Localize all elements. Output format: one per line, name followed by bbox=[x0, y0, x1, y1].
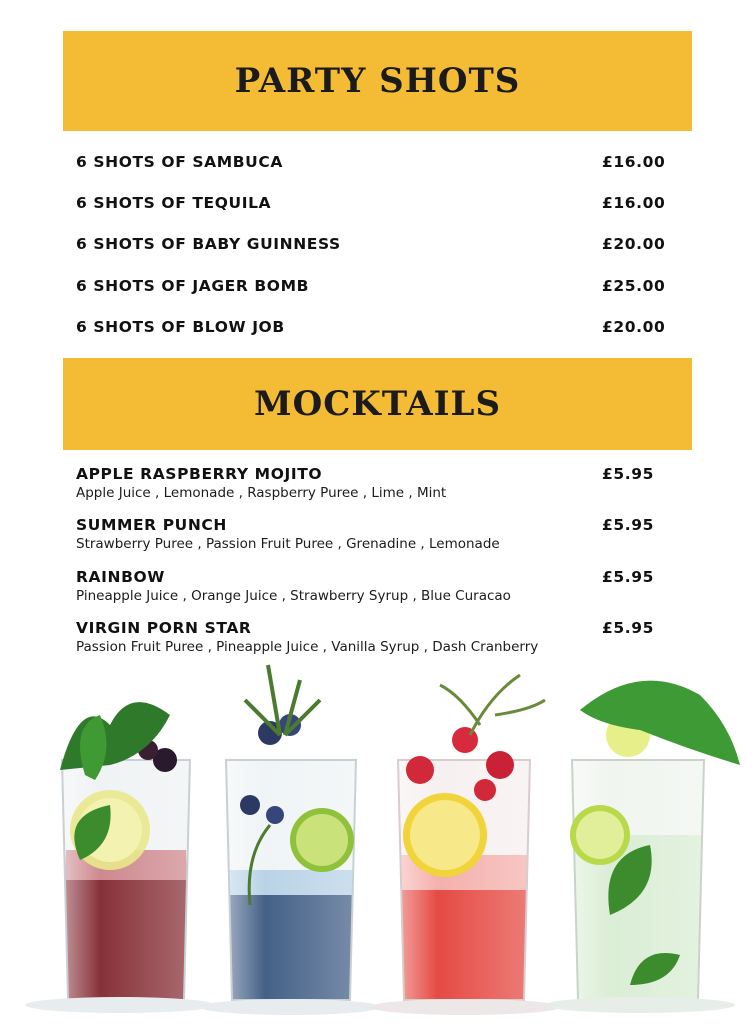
item-price: £20.00 bbox=[602, 235, 666, 253]
item-price: £16.00 bbox=[602, 153, 666, 171]
mocktails-banner bbox=[63, 358, 692, 450]
item-name: VIRGIN PORN STAR bbox=[76, 619, 252, 637]
glass-blueberry bbox=[226, 665, 356, 1000]
menu-item bbox=[76, 515, 676, 553]
item-name: 6 SHOTS OF SAMBUCA bbox=[76, 153, 283, 171]
item-description: Apple Juice , Lemonade , Raspberry Puree , Lime , Mint bbox=[76, 485, 447, 501]
menu-item bbox=[76, 618, 676, 656]
item-name: 6 SHOTS OF BABY GUINNESS bbox=[76, 235, 341, 253]
glass-raspberry-lemon bbox=[398, 675, 545, 1000]
menu-item bbox=[76, 567, 676, 605]
item-name: RAINBOW bbox=[76, 568, 165, 586]
mocktail-glasses-photo bbox=[0, 655, 755, 1024]
menu-item bbox=[76, 464, 676, 502]
item-name: APPLE RASPBERRY MOJITO bbox=[76, 465, 323, 483]
item-price: £16.00 bbox=[602, 194, 666, 212]
item-price: £20.00 bbox=[602, 318, 666, 336]
item-price: £5.95 bbox=[602, 568, 655, 586]
crushed-ice bbox=[25, 997, 735, 1015]
item-price: £5.95 bbox=[602, 516, 655, 534]
item-description: Pineapple Juice , Orange Juice , Strawberry Syrup , Blue Curacao bbox=[76, 588, 511, 604]
item-price: £5.95 bbox=[602, 619, 655, 637]
party-shots-title: PARTY SHOTS bbox=[234, 61, 521, 101]
glass-mint-lime bbox=[570, 681, 740, 1000]
item-name: SUMMER PUNCH bbox=[76, 516, 227, 534]
item-description: Passion Fruit Puree , Pineapple Juice , Vanilla Syrup , Dash Cranberry bbox=[76, 639, 539, 655]
item-price: £5.95 bbox=[602, 465, 655, 483]
party-shots-banner bbox=[63, 31, 692, 131]
item-name: 6 SHOTS OF JAGER BOMB bbox=[76, 277, 310, 295]
item-description: Strawberry Puree , Passion Fruit Puree , Grenadine , Lemonade bbox=[76, 536, 500, 552]
item-name: 6 SHOTS OF TEQUILA bbox=[76, 194, 272, 212]
item-name: 6 SHOTS OF BLOW JOB bbox=[76, 318, 285, 336]
mocktails-title: MOCKTAILS bbox=[253, 384, 502, 424]
glass-dark-berry bbox=[60, 702, 190, 1000]
item-price: £25.00 bbox=[602, 277, 666, 295]
